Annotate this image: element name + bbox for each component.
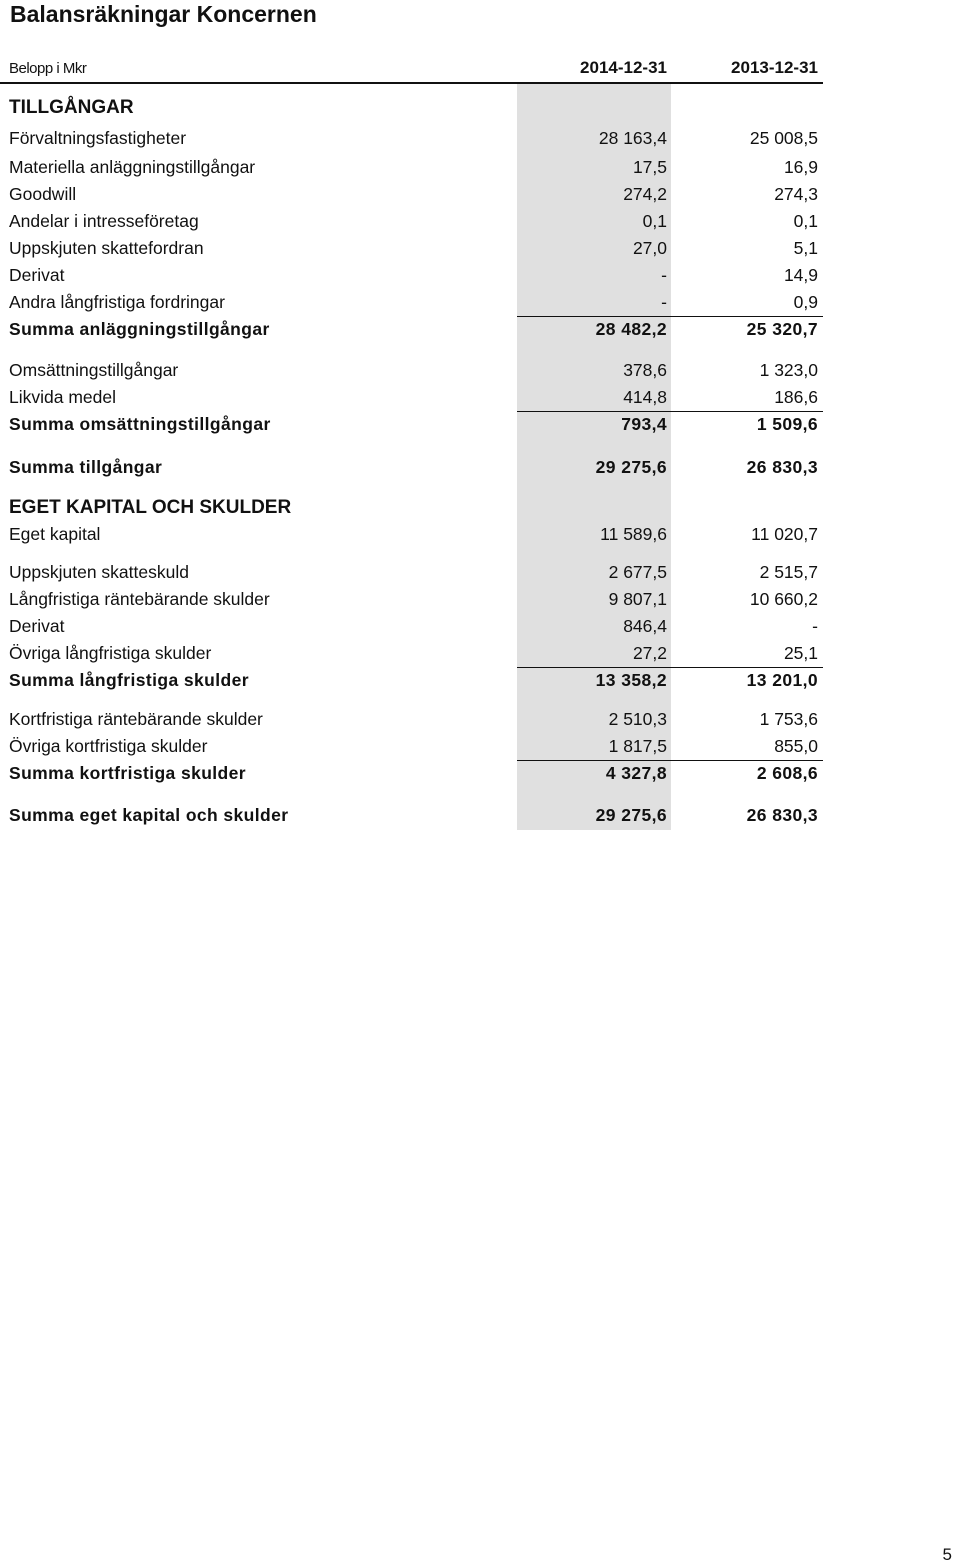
value-2013: 1 753,6 — [759, 709, 818, 729]
value-2014: 29 275,6 — [595, 457, 667, 477]
value-2013: 1 323,0 — [759, 360, 818, 380]
table-header — [0, 56, 823, 84]
row-label: Derivat — [9, 616, 65, 636]
value-2013: 25 320,7 — [746, 319, 818, 339]
table-row — [0, 357, 823, 384]
column-header-2013: 2013-12-31 — [731, 58, 818, 77]
value-2014: 2 510,3 — [608, 709, 667, 729]
row-label: Summa tillgångar — [9, 457, 163, 477]
value-2014: 1 817,5 — [608, 736, 667, 756]
table-row — [0, 181, 823, 208]
value-2013: 11 020,7 — [751, 524, 818, 544]
table-row — [0, 208, 823, 235]
table-row — [0, 586, 823, 613]
value-2013: 26 830,3 — [746, 805, 818, 825]
subtotal-row — [0, 667, 823, 694]
row-label: Andra långfristiga fordringar — [9, 292, 225, 312]
subtotal-row — [0, 316, 823, 343]
row-label: Likvida medel — [9, 387, 116, 407]
row-label: Summa omsättningstillgångar — [9, 414, 271, 434]
value-2013: 14,9 — [783, 265, 818, 285]
row-label: Förvaltningsfastigheter — [9, 128, 187, 148]
value-2014: 28 482,2 — [595, 319, 667, 339]
row-label: Långfristiga räntebärande skulder — [9, 589, 270, 609]
total-row — [0, 454, 823, 481]
table-row — [0, 235, 823, 262]
value-2014: 378,6 — [623, 360, 667, 380]
column-header-2014: 2014-12-31 — [580, 58, 667, 77]
table-row — [0, 125, 823, 152]
value-2013: 0,1 — [793, 211, 818, 231]
value-2013: 274,3 — [774, 184, 818, 204]
subtotal-row — [0, 760, 823, 787]
value-2014: 11 589,6 — [600, 524, 667, 544]
value-2014: 4 327,8 — [605, 763, 667, 783]
table-row — [0, 154, 823, 181]
table-row — [0, 289, 823, 316]
table-row — [0, 640, 823, 667]
page-title: Balansräkningar Koncernen — [10, 1, 317, 27]
table-row — [0, 521, 823, 548]
value-2013: 0,9 — [793, 292, 818, 312]
unit-label: Belopp i Mkr — [9, 60, 87, 77]
value-2013: 13 201,0 — [746, 670, 818, 690]
row-label: Kortfristiga räntebärande skulder — [9, 709, 263, 729]
value-2013: 16,9 — [783, 157, 818, 177]
row-label: Övriga kortfristiga skulder — [9, 736, 208, 756]
row-label: Uppskjuten skatteskuld — [9, 562, 189, 582]
value-2013: 25,1 — [783, 643, 818, 663]
value-2014: 0,1 — [642, 211, 667, 231]
value-2013: 5,1 — [793, 238, 818, 258]
row-label: Andelar i intresseföretag — [9, 211, 199, 231]
value-2014: 793,4 — [621, 414, 667, 434]
row-label: Eget kapital — [9, 524, 101, 544]
value-2013: 2 608,6 — [756, 763, 818, 783]
page-number: 5 — [942, 1545, 952, 1564]
total-row — [0, 802, 823, 829]
row-label: Omsättningstillgångar — [9, 360, 179, 380]
value-2014: 13 358,2 — [595, 670, 667, 690]
value-2014: 414,8 — [623, 387, 667, 407]
value-2013: 855,0 — [774, 736, 818, 756]
value-2014: 2 677,5 — [608, 562, 667, 582]
value-2014: 9 807,1 — [608, 589, 667, 609]
row-label: Goodwill — [9, 184, 77, 204]
value-2014: 27,0 — [632, 238, 667, 258]
table-row — [0, 706, 823, 733]
value-2013: 25 008,5 — [749, 128, 818, 148]
section-heading-equity-liabilities: EGET KAPITAL OCH SKULDER — [9, 497, 292, 518]
table-row — [0, 559, 823, 586]
value-2014: 27,2 — [632, 643, 667, 663]
value-2014: - — [661, 292, 667, 312]
subtotal-row — [0, 411, 823, 438]
value-2014: 28 163,4 — [598, 128, 667, 148]
value-2013: 1 509,6 — [756, 414, 818, 434]
row-label: Summa långfristiga skulder — [9, 670, 249, 690]
row-label: Övriga långfristiga skulder — [9, 643, 212, 663]
value-2014: 274,2 — [623, 184, 667, 204]
row-label: Summa kortfristiga skulder — [9, 763, 246, 783]
section-heading-assets: TILLGÅNGAR — [9, 97, 134, 118]
value-2014: 846,4 — [623, 616, 667, 636]
table-row — [0, 733, 823, 760]
value-2013: - — [812, 616, 818, 636]
table-row — [0, 384, 823, 411]
table-row — [0, 262, 823, 289]
row-label: Derivat — [9, 265, 65, 285]
value-2013: 26 830,3 — [746, 457, 818, 477]
row-label: Uppskjuten skattefordran — [9, 238, 204, 258]
table-row — [0, 613, 823, 640]
value-2013: 10 660,2 — [749, 589, 818, 609]
value-2014: - — [661, 265, 667, 285]
row-label: Summa eget kapital och skulder — [9, 805, 289, 825]
row-label: Materiella anläggningstillgångar — [9, 157, 256, 177]
value-2014: 17,5 — [632, 157, 667, 177]
value-2013: 2 515,7 — [759, 562, 818, 582]
value-2014: 29 275,6 — [595, 805, 667, 825]
value-2013: 186,6 — [774, 387, 818, 407]
row-label: Summa anläggningstillgångar — [9, 319, 270, 339]
